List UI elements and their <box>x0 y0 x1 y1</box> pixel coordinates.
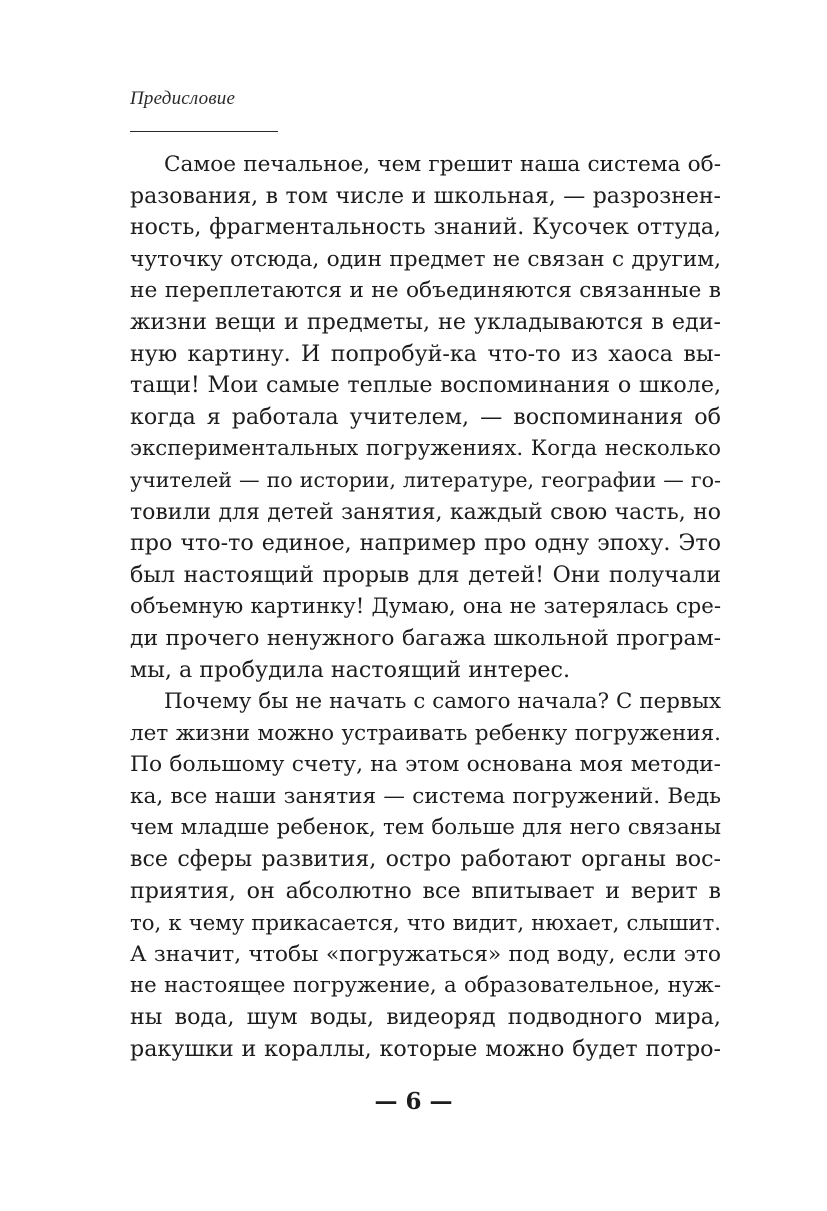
text-line: ракушки и кораллы, которые можно будет потро- <box>130 1035 721 1062</box>
text-line: не настоящее погружение, а образовательное, нуж- <box>130 973 721 999</box>
text-line: чем младше ребенок, тем больше для него связаны <box>130 815 721 841</box>
text-line: ную картину. И попробуй-ка что-то из хаоса вы- <box>130 340 721 367</box>
text-line: про что-то единое, например про одну эпоху. Это <box>130 530 721 557</box>
text-line: учителей — по истории, литературе, географии — го- <box>130 467 721 492</box>
text-line: не переплетаются и не объединяются связанные в <box>130 278 721 304</box>
paragraph-1 <box>130 149 721 686</box>
text-line: По большому счету, на этом основана моя методи- <box>130 752 721 778</box>
text-line: экспериментальных погружениях. Когда несколько <box>130 436 721 462</box>
text-line: А значит, чтобы «погружаться» под воду, если это <box>130 941 721 967</box>
paragraph-2 <box>130 686 721 1065</box>
text-line: лет жизни можно устраивать ребенку погружения. <box>130 720 721 746</box>
text-line: чуточку отсюда, один предмет не связан с другим, <box>130 246 721 272</box>
text-line: то, к чему прикасается, что видит, нюхает, слышит. <box>130 910 721 936</box>
body-text <box>130 149 721 1065</box>
text-line: Самое печальное, чем грешит наша система об- <box>164 152 721 177</box>
text-line: жизни вещи и предметы, не укладываются в еди- <box>130 308 721 335</box>
text-line: товили для детей занятия, каждый свою часть, но <box>130 499 721 525</box>
running-head-rule <box>130 131 278 132</box>
text-line: ность, фрагментальность знаний. Кусочек оттуда, <box>130 215 721 241</box>
text-line: все сферы развития, остро работают органы вос- <box>130 846 721 873</box>
text-line: приятия, он абсолютно все впитывает и верит в <box>130 877 721 904</box>
text-line: Почему бы не начать с самого начала? С первых <box>164 689 721 715</box>
running-head: Предисловие <box>130 88 236 109</box>
page-number: — 6 — <box>374 1088 453 1115</box>
text-line: когда я работала учителем, — воспоминания об <box>130 403 721 430</box>
text-line: мы, а пробудила настоящий интерес. <box>130 656 571 683</box>
text-line: ка, все наши занятия — система погружений. Ведь <box>130 783 721 809</box>
text-line: был настоящий прорыв для детей! Они получали <box>130 561 721 588</box>
text-line: тащи! Мои самые теплые воспоминания о школе, <box>130 372 721 399</box>
text-line: объемную картинку! Думаю, она не затерялась сре- <box>130 594 721 620</box>
text-line: разования, в том числе и школьная, — разрознен- <box>130 183 721 209</box>
text-line: ны вода, шум воды, видеоряд подводного мира, <box>130 1004 721 1031</box>
text-line: ди прочего ненужного багажа школьной програм- <box>130 625 721 651</box>
